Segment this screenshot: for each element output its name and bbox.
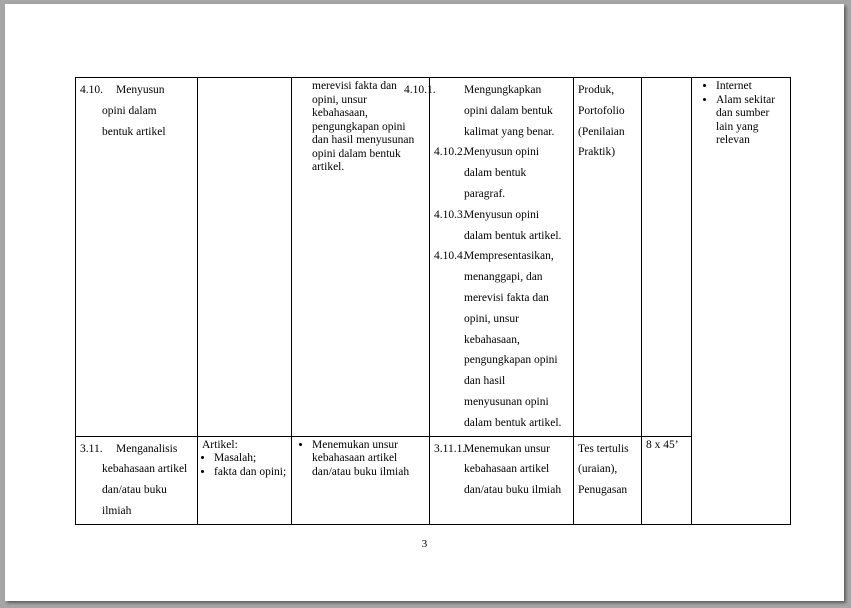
kegiatan-cell: [292, 436, 430, 524]
kd-cell: 4.10. Menyusun opini dalam bentuk artikel: [76, 78, 198, 437]
kd-cell: 3.11. Menganalisis kebahasaan artikel dan/atau buku ilmiah: [76, 436, 198, 524]
kegiatan-cell: merevisi fakta dan opini, unsur kebahasaan, pengungkapan opini dan hasil menyusunan opini dalam bentuk artikel.: [292, 78, 430, 437]
lesson-plan-table: [75, 77, 791, 525]
waktu-cell: [642, 78, 692, 437]
list-item: • Menemukan unsur kebahasaan artikel dan/atau buku ilmiah: [312, 439, 425, 480]
materi-cell: Artikel: • Masalah; • fakta dan opini;: [198, 436, 292, 524]
indikator-cell: 4.10.1. Mengungkapkan opini dalam bentuk kalimat yang benar. 4.10.2.Menyusun opini dalam bentuk paragraf. 4.10.3.Menyusun opini dalam bentuk artikel. 4.10.4.Mempresentasikan, menanggapi, dan merevisi fakta dan opini, unsur kebahasaan, pengungkapan opini dan hasil menyusunan opini dalam bentuk artikel.: [430, 78, 574, 437]
penilaian-cell: Tes tertulis (uraian), Penugasan: [574, 436, 642, 524]
list-item: • fakta dan opini;: [214, 466, 287, 480]
materi-cell: [198, 78, 292, 437]
penilaian-cell: Produk, Portofolio (Penilaian Praktik): [574, 78, 642, 437]
table-row: [76, 436, 791, 524]
document-page: [5, 4, 844, 601]
list-item: • Alam sekitar dan sumber lain yang relevan: [716, 94, 786, 148]
indikator-cell: 3.11.1.Menemukan unsur kebahasaan artikel dan/atau buku ilmiah: [430, 436, 574, 524]
table-row: [76, 78, 791, 437]
waktu-cell: 8 x 45’: [642, 436, 692, 524]
page-number: 3: [421, 538, 428, 550]
list-item: • Internet: [716, 80, 786, 94]
sumber-cell: [692, 78, 791, 525]
list-item: • Masalah;: [214, 452, 287, 466]
